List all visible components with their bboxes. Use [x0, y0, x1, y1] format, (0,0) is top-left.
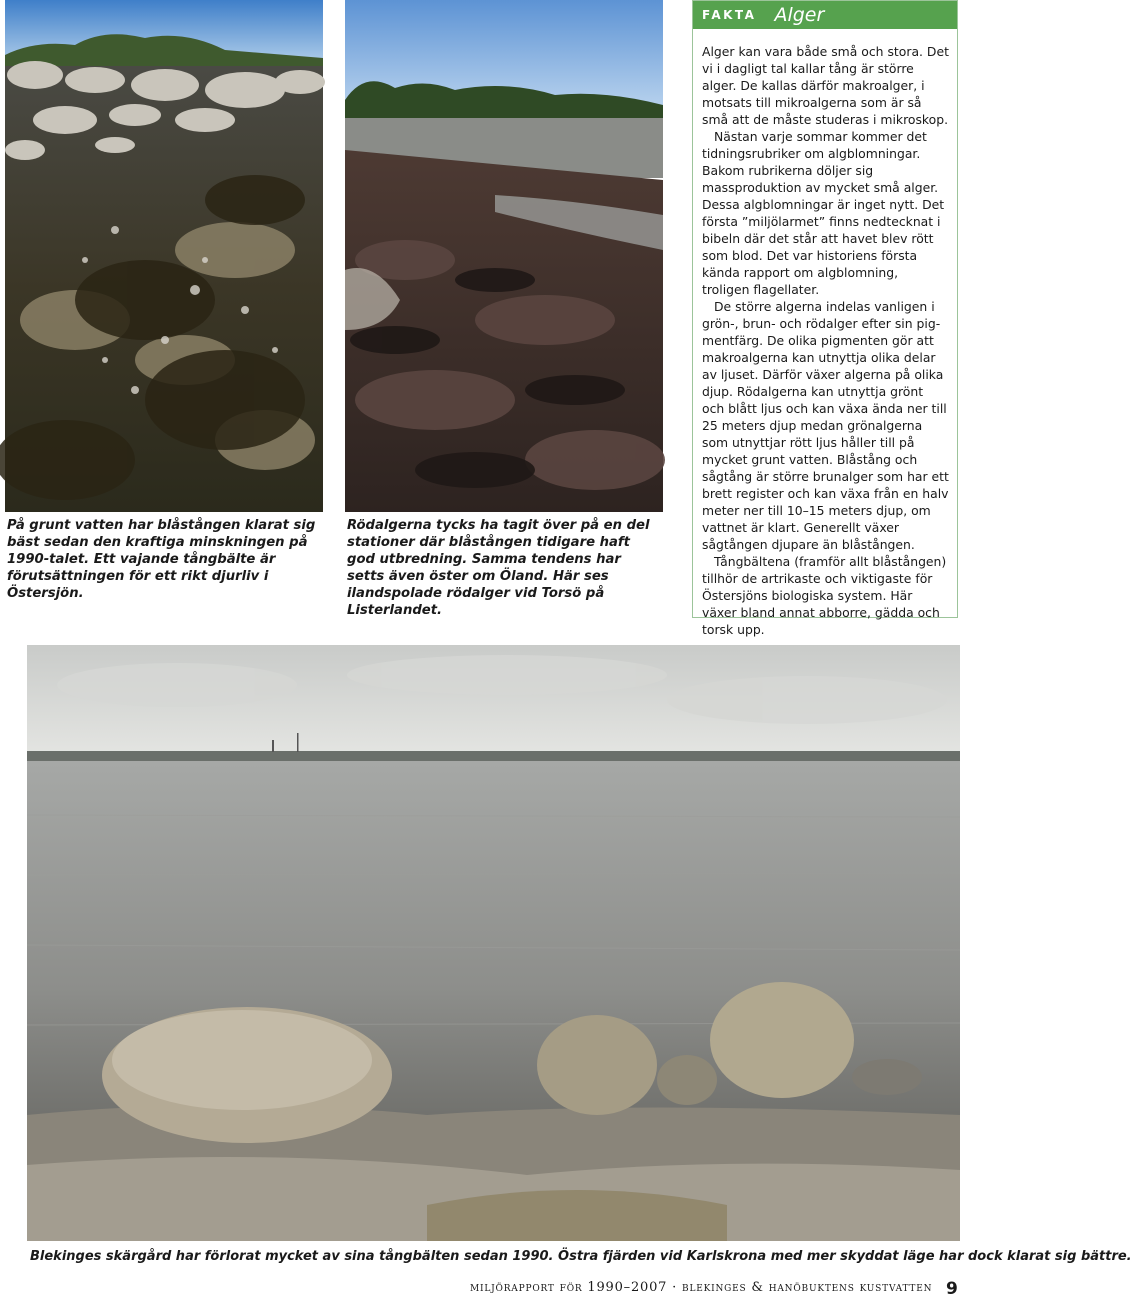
fact-box: [692, 0, 958, 637]
archipelago-photo: [27, 645, 960, 1241]
red-algae-photo: [345, 0, 663, 512]
red-algae-image: [345, 0, 663, 512]
rock-shore-image: [5, 0, 323, 512]
archipelago-caption: Blekinges skärgård har förlorat mycket av sina tångbälten sedan 1990. Östra fjärden vid Karlskrona med mer skyddat läge har dock klarat sig bättre.: [30, 1249, 1132, 1264]
fact-paragraph: De större algerna indelas vanligen i grön-, brun- och rödalger efter sin pigmentfärg. De olika pigmenten gör att makroalgerna kan utnyttja olika delar av ljuset. Därför växer algerna på olika djup. Rödalgerna kan utnyttja grönt och blått ljus och kan växa ända ner till 25 meters djup medan grönalgerna som utnyttjar rött ljus håller till på mycket grunt vatten. Blåstång och sågtång är större brunalger som har ett brett register och kan växa från en halv meter ner till 10–15 meters djup, om vattnet är klart. Generellt växer sågtången djupare än blåstången.: [702, 299, 949, 552]
fact-label: FAKTA: [702, 8, 757, 22]
rock-shore-caption: På grunt vatten har blåstången klarat sig bäst sedan den kraftiga minskningen på 1990-talet. Ett vajande tångbälte är förutsättningen för ett rikt djurliv i Östersjön.: [7, 518, 316, 601]
fact-title: Alger: [774, 4, 825, 26]
fact-paragraph: Tångbältena (framför allt blåstången) tillhör de artrikaste och viktigaste för Östersjöns biologiska system. Här växer bland annat abborre, gädda och torsk upp.: [702, 554, 947, 637]
page-footer: [470, 1280, 960, 1300]
fact-paragraph: Nästan varje sommar kommer det tidningsrubriker om algblomningar. Bakom rubrikerna döljer sig massproduktion av mycket små alger. Dessa algblomningar är inget nytt. Det första ”miljölarmet” finns nedtecknat i bibeln där det står att havet blev rött som blod. Det var historiens första kända rapport om algblomning, troligen flagellater.: [702, 129, 945, 297]
fact-body: [693, 29, 957, 638]
red-algae-caption: Rödalgerna tycks ha tagit över på en del stationer där blåstången tidigare haft god utbredning. Samma tendens har setts även öster om Öland. Här ses ilandspolade rödalger vid Torsö på Listerlandet.: [347, 518, 650, 618]
rock-shore-photo: [5, 0, 323, 512]
fact-paragraph: Alger kan vara både små och stora. Det vi i dagligt tal kallar tång är större alger. De kallas därför makroalger, i motsats till mikroalgerna som är så små att de måste studeras i mikroskop.: [702, 44, 949, 127]
fact-box-header: [693, 1, 957, 29]
archipelago-image: [27, 645, 960, 1241]
page-number: 9: [946, 1279, 958, 1299]
footer-text: miljörapport för 1990–2007 · blekinges & hanöbuktens kustvatten: [470, 1280, 933, 1295]
